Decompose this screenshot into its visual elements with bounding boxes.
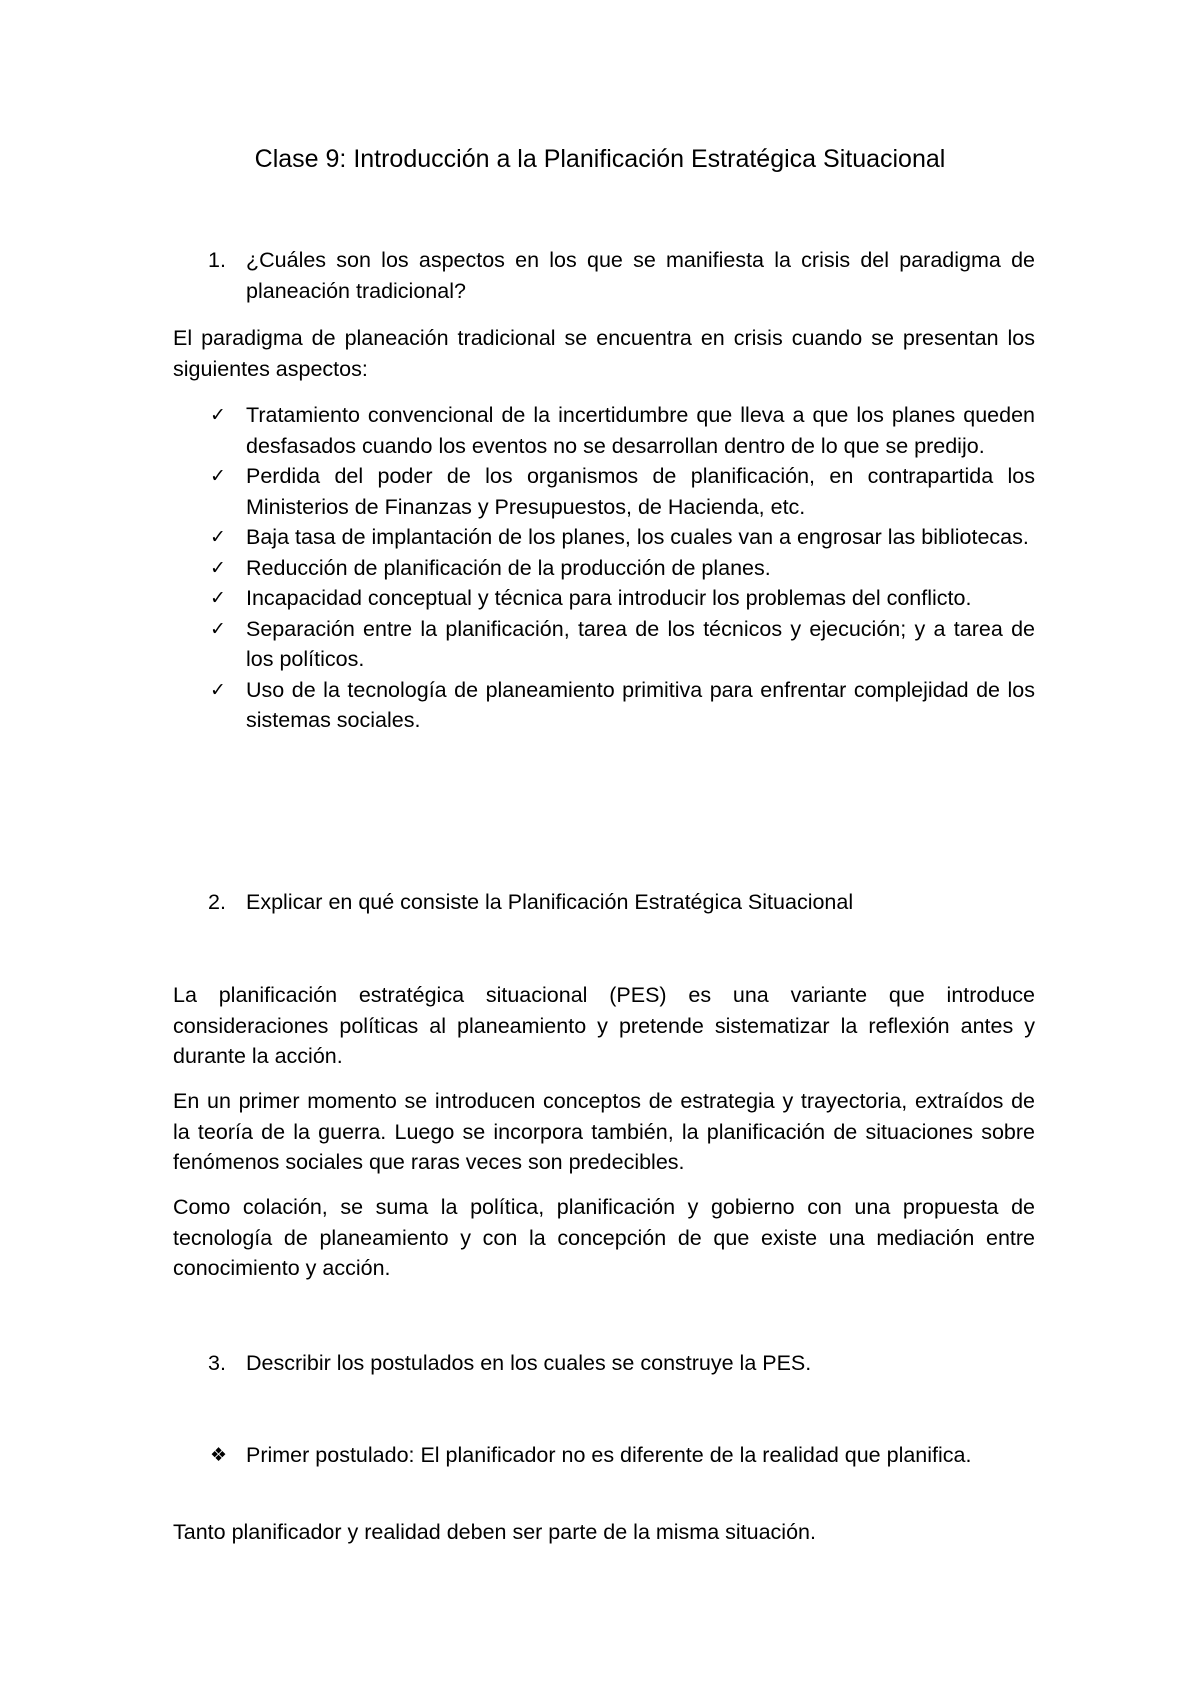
list-item: [173, 675, 1035, 736]
list-item: [173, 522, 1035, 553]
question-3: [173, 1348, 1035, 1379]
question-1-text: ¿Cuáles son los aspectos en los que se manifiesta la crisis del paradigma de planeación tradicional?: [246, 248, 1035, 303]
check-icon: ✓: [210, 526, 226, 548]
question-2-text: Explicar en qué consiste la Planificación Estratégica Situacional: [246, 890, 854, 914]
list-item-text: Primer postulado: El planificador no es diferente de la realidad que planifica.: [246, 1443, 972, 1467]
check-icon: ✓: [210, 556, 226, 579]
crisis-aspects-list: [173, 400, 1035, 736]
check-icon: ✓: [210, 404, 226, 426]
list-item: [173, 583, 1035, 614]
list-item-text: Incapacidad conceptual y técnica para introducir los problemas del conflicto.: [246, 586, 972, 610]
paragraph-pes-concepts: En un primer momento se introducen conceptos de estrategia y trayectoria, extraídos de la teoría de la guerra. Luego se incorpora también, la planificación de situaciones sobre fenómenos sociales que raras veces son predecibles.: [173, 1089, 1035, 1174]
diamond-bullet-icon: ❖: [210, 1444, 228, 1466]
check-icon: ✓: [210, 587, 226, 609]
list-item: [173, 614, 1035, 675]
question-3-number: 3.: [208, 1351, 226, 1375]
page-title: Clase 9: Introducción a la Planificación Estratégica Situacional: [254, 145, 946, 173]
list-item: [173, 553, 1035, 584]
question-2: [173, 887, 1035, 918]
list-item: [173, 1440, 1035, 1471]
check-icon: ✓: [210, 678, 226, 701]
question-1: [173, 245, 1035, 306]
question-2-number: 2.: [208, 890, 226, 914]
postulates-list: [173, 1440, 1035, 1471]
check-icon: ✓: [210, 617, 226, 640]
list-item-text: Uso de la tecnología de planeamiento primitiva para enfrentar complejidad de los sistemas sociales.: [246, 677, 1035, 732]
list-item-text: Reducción de planificación de la producción de planes.: [246, 555, 771, 580]
question-3-text: Describir los postulados en los cuales se construye la PES.: [246, 1351, 812, 1375]
question-1-number: 1.: [208, 248, 226, 272]
list-item: [173, 400, 1035, 461]
list-item-text: Separación entre la planificación, tarea de los técnicos y ejecución; y a tarea de los políticos.: [246, 616, 1035, 671]
check-icon: ✓: [210, 465, 226, 487]
paragraph-crisis-intro: El paradigma de planeación tradicional se encuentra en crisis cuando se presentan los siguientes aspectos:: [173, 326, 1035, 381]
paragraph-planner-reality: Tanto planificador y realidad deben ser parte de la misma situación.: [173, 1520, 816, 1544]
list-item-text: Perdida del poder de los organismos de planificación, en contrapartida los Ministerios de Finanzas y Presupuestos, de Hacienda, etc.: [246, 464, 1035, 519]
list-item-text: Tratamiento convencional de la incertidumbre que lleva a que los planes queden desfasados cuando los eventos no se desarrollan dentro de lo que se predijo.: [246, 403, 1035, 458]
list-item: [173, 461, 1035, 522]
paragraph-pes-colacion: Como colación, se suma la política, planificación y gobierno con una propuesta de tecnología de planeamiento y con la concepción de que existe una mediación entre conocimiento y acción.: [173, 1195, 1035, 1280]
paragraph-pes-definition: La planificación estratégica situacional (PES) es una variante que introduce consideraciones políticas al planeamiento y pretende sistematizar la reflexión antes y durante la acción.: [173, 983, 1035, 1068]
list-item-text: Baja tasa de implantación de los planes, los cuales van a engrosar las bibliotecas.: [246, 525, 1029, 549]
